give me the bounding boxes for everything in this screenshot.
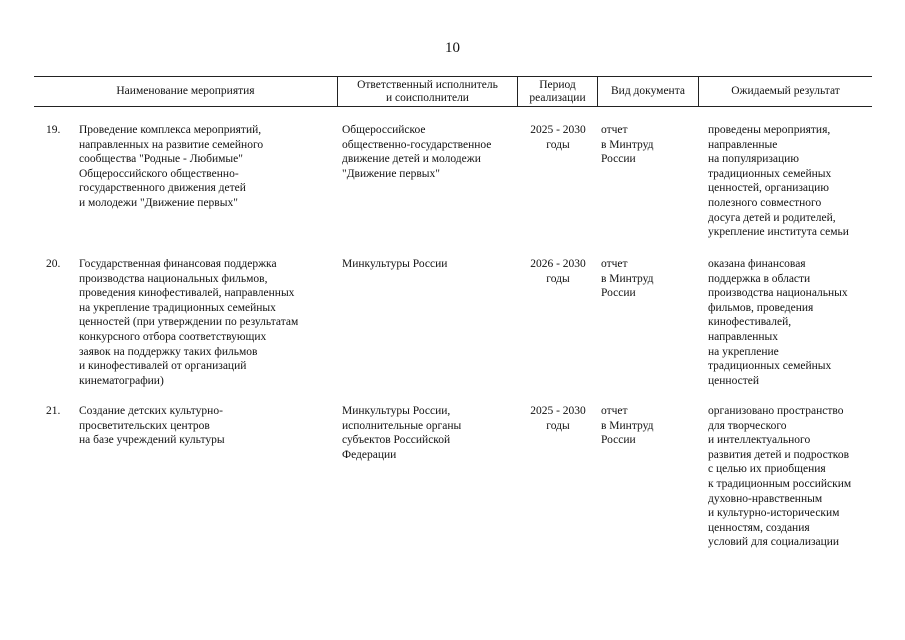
header-period [518, 77, 597, 106]
row-name: Создание детских культурно- просветительских центров на базе учреждений культуры [79, 405, 225, 447]
page-number: 10 [445, 40, 460, 56]
row-period: 2025 - 2030 годы [530, 405, 586, 432]
row-result: проведены мероприятия, направленные на популяризацию традиционных семейных ценностей, организацию полезного совместного досуга детей и родителей, укрепление института семьи [708, 124, 849, 239]
header-result-label: Ожидаемый результат [731, 85, 840, 97]
header-doc-type [598, 77, 698, 106]
row-result: организовано пространство для творческого и интеллектуального развития детей и подростков с целью их приобщения к традиционным российским духовно-нравственным и культурно-историческим ценностям, создания условий для социализации [708, 405, 852, 549]
row-doc-type: отчет в Минтруд России [601, 405, 654, 447]
row-name: Государственная финансовая поддержка производства национальных фильмов, проведения кинофестивалей, направленных на укрепление традиционных семейных ценностей (при утверждении по результатам конкурсного отбора соответствующих заявок на поддержку таких фильмов и кинофестивалей от организаций кинематографии) [79, 258, 299, 387]
row-executor: Минкультуры России, исполнительные органы субъектов Российской Федерации [342, 405, 462, 461]
header-period-label: Период реализации [529, 78, 586, 104]
header-doc-type-label: Вид документа [611, 85, 685, 97]
row-doc-type: отчет в Минтруд России [601, 124, 654, 166]
header-executor [338, 77, 517, 106]
row-number: 20. [46, 258, 61, 270]
row-period: 2025 - 2030 годы [530, 124, 586, 151]
table-header-bottom-rule [34, 106, 872, 107]
header-executor-label: Ответственный исполнитель и соисполнители [357, 78, 498, 104]
row-executor: Общероссийское общественно-государственное движение детей и молодежи "Движение первых" [342, 124, 492, 180]
row-executor: Минкультуры России [342, 258, 448, 270]
header-result [699, 77, 872, 106]
header-name [34, 77, 337, 106]
row-number: 19. [46, 124, 61, 136]
row-doc-type: отчет в Минтруд России [601, 258, 654, 300]
row-result: оказана финансовая поддержка в области производства национальных фильмов, проведения кинофестивалей, направленных на укрепление традиционных семейных ценностей [708, 258, 848, 387]
row-number: 21. [46, 405, 61, 417]
row-name: Проведение комплекса мероприятий, направленных на развитие семейного сообщества "Родные - Любимые" Общероссийского общественно- государственного движения детей и молодежи "Движение первых" [79, 124, 264, 209]
header-name-label: Наименование мероприятия [116, 85, 255, 97]
row-period: 2026 - 2030 годы [530, 258, 586, 285]
